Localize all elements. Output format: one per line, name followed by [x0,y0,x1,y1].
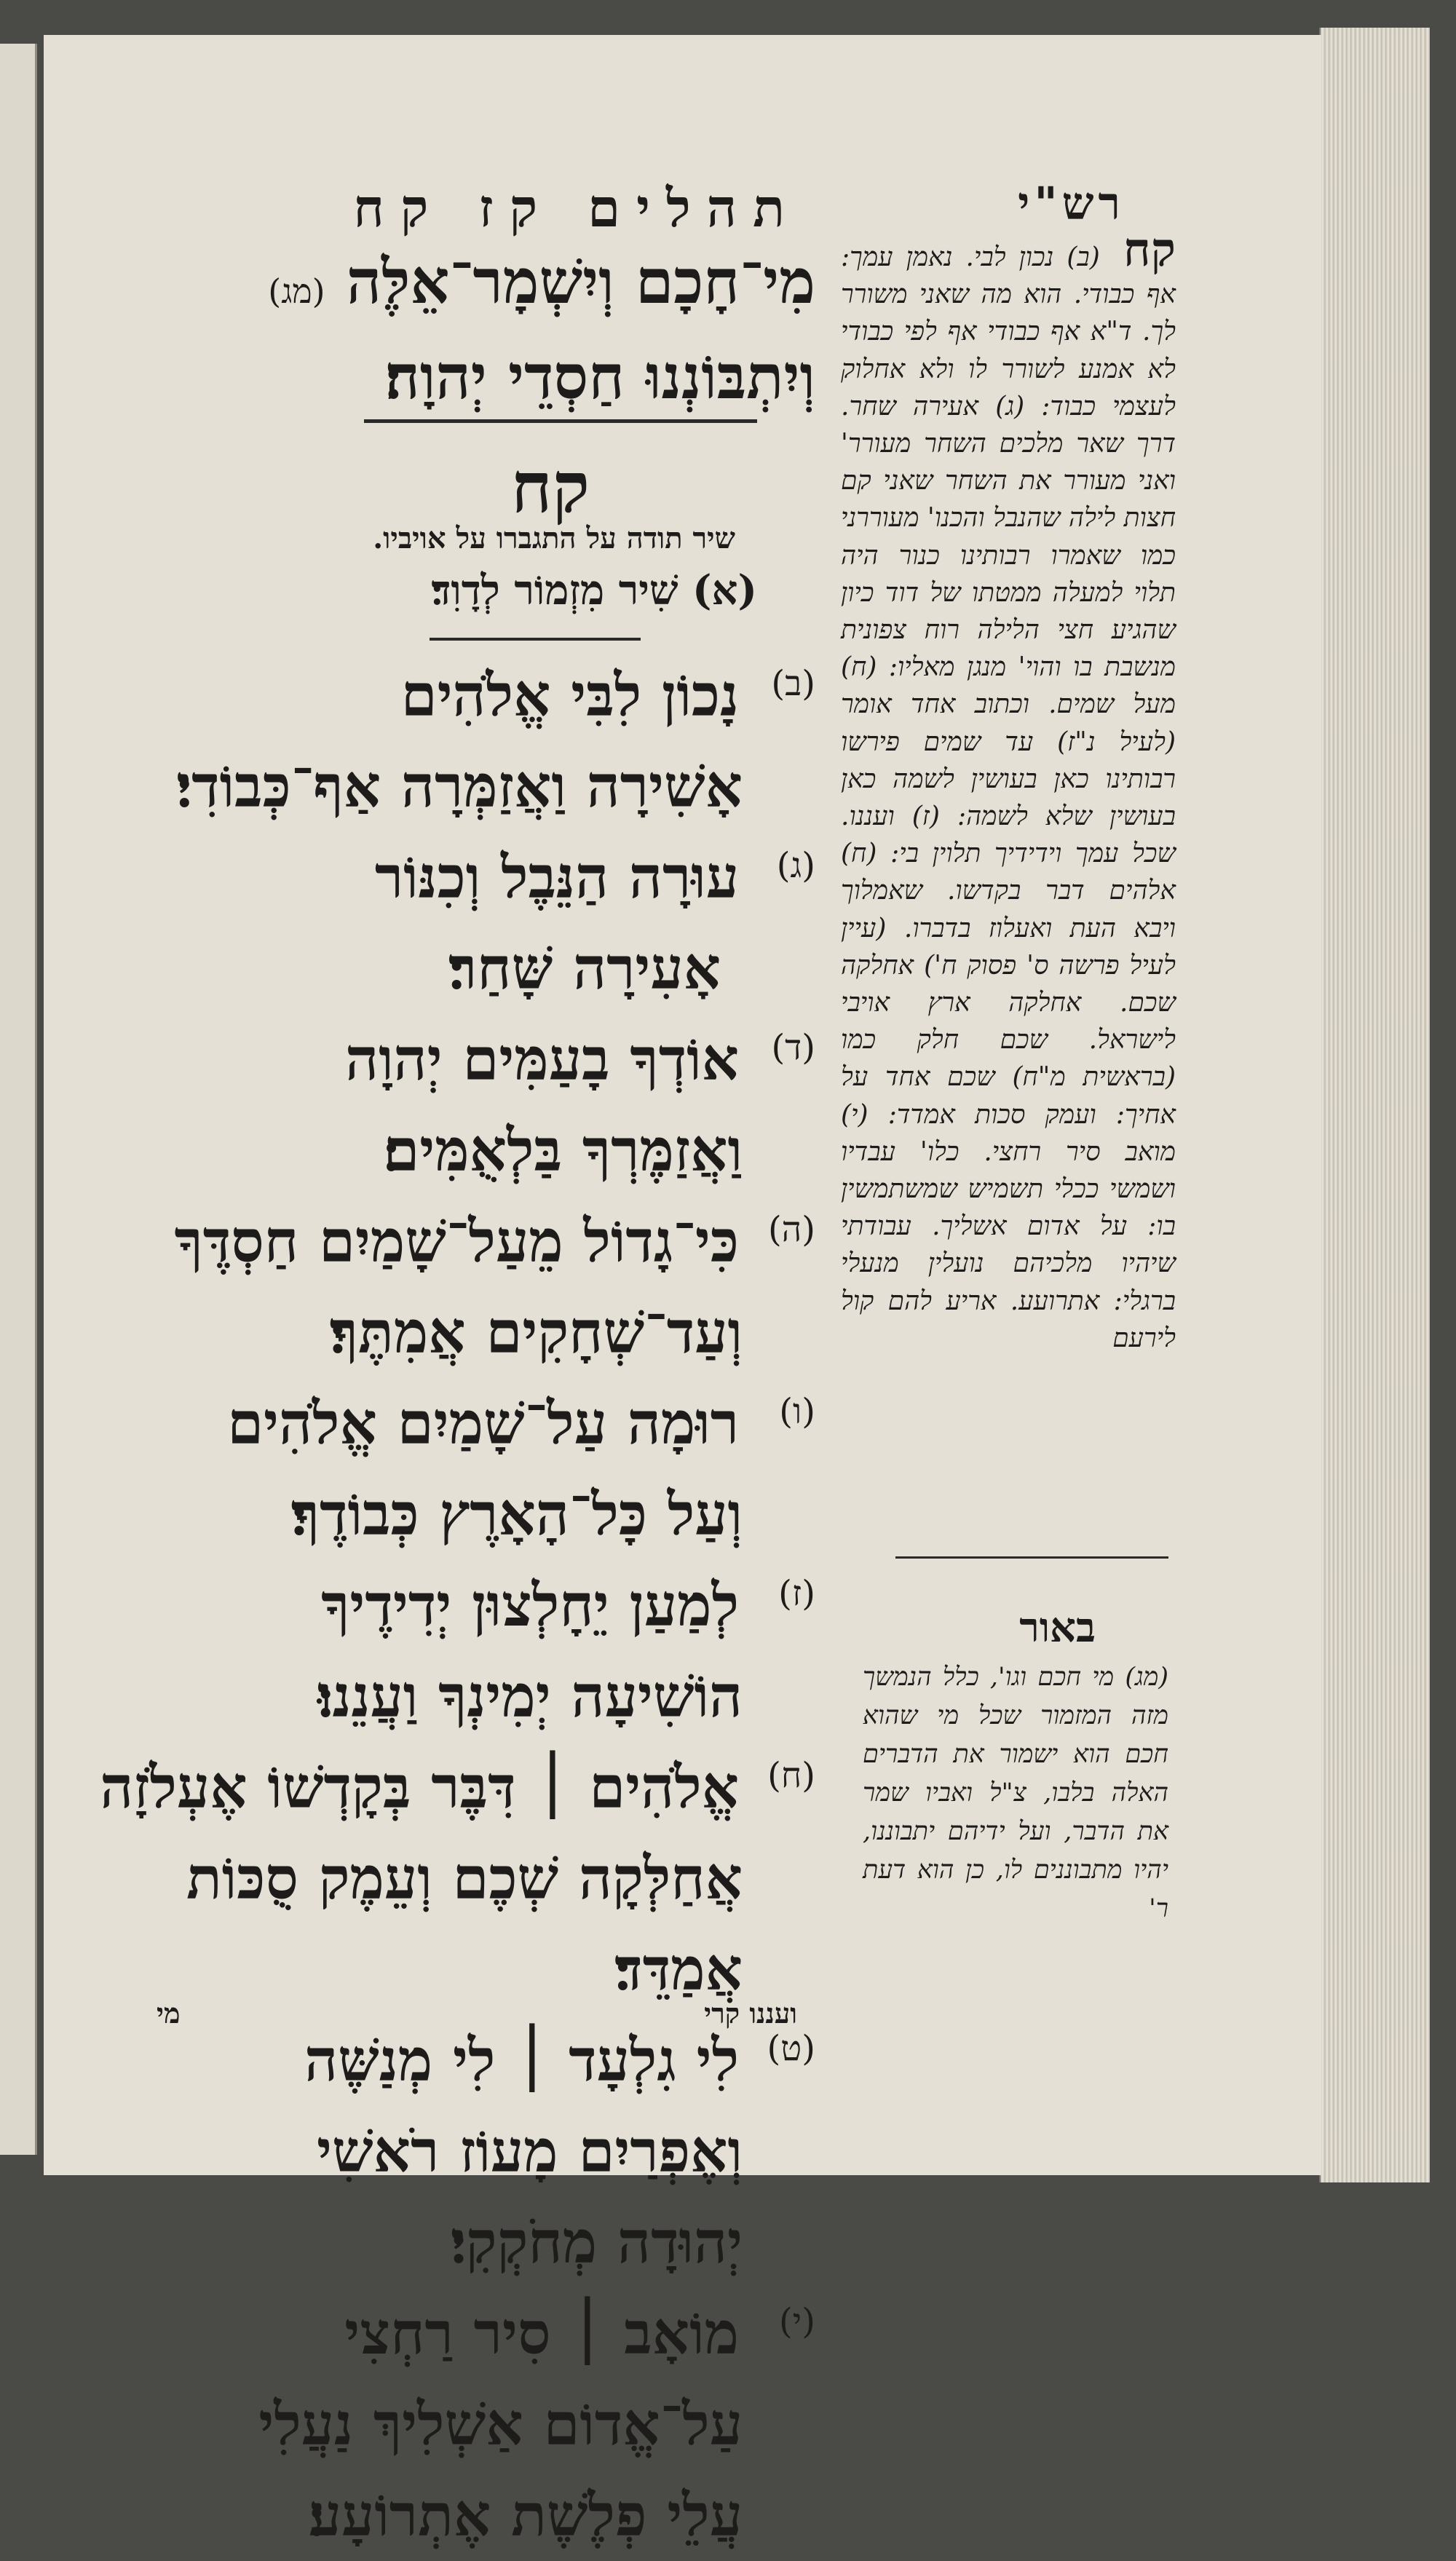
verse-line: עַל־אֱדוֹם אַשְׁלִיךְ נַעֲלִי [258,2390,743,2458]
verse [80,1378,815,1560]
verse-line: אֱלֹהִים ׀ דִּבֶּר בְּקָדְשׁוֹ אֶעְלֹזָה [100,1753,739,1821]
verse-number: (ג) [776,845,815,886]
divider [364,419,757,423]
book-page [44,35,1321,2549]
verse [80,1014,815,1196]
verse-number: (ב) [771,663,815,704]
verse [80,650,815,832]
verse-line: הוֹשִׁיעָה יְמִינְךָ וַעֲנֵנוּ׃ [317,1662,743,1730]
biur-text: (מג) מי חכם וגו', כלל הנמשך מזה המזמור שכל מי שהוא חכם הוא ישמור את הדברים האלה בלבו, צ"ל ואביו שמר את הדבר, ועל ידיהם יתבוננו, יהיו מתבוננים לו, כן הוא דעת ר' [863,1663,1168,1923]
verse-line: אֲחַלְּקָה שְׁכֶם וְעֵמֶק סֻכּוֹת אֲמַדֵּד׃ [186,1844,743,2003]
left-page-binding [0,44,37,2155]
catchword-note: ועננו קרי [704,1997,797,2030]
verse-line: עוּרָה הַנֵּבֶל וְכִנּוֹר [374,843,739,911]
verse-line: וְעַד־שְׁחָקִים אֲמִתֶּךָ׃ [329,1298,743,1366]
divider [895,1556,1168,1559]
verse-number: (ז) [778,1573,815,1614]
closing-verse-107-43 [87,239,815,420]
psalm-title-text: שִׁיר מִזְמוֹר לְדָוִד׃ [431,566,678,614]
commentary-body: (ב) נכון לבי. נאמן עמך: אף כבודי. הוא מה שאני משורר לך. ד"א אף כבודי אף לפי כבודי לא אמנע לשורר לו ולא אחלוק לעצמי כבוד: (ג) אעירה שחר. דרך שאר מלכים השחר מעורר' ואני מעורר את השחר שאני קם חצות לילה שהנבל והכנו' מעוררני כמו שאמרו רבותינו כנור היה תלוי למעלה ממטתו של דוד כיון שהגיע חצי הלילה רוח צפונית מנשבת בו והוי' מנגן מאליו: (ח) מעל שמים. וכתוב אחד אומר (לעיל נ"ז) עד שמים פירשו רבותינו כאן בעושין לשמה כאן בעושין שלא לשמה: (ז) ועננו. שכל עמך וידידיך תלוין בי: (ח) אלהים דבר בקדשו. שאמלוך ויבא העת ואעלוז בדברו. (עיין לעיל פרשה ס' פסוק ח') אחלקה שכם. אחלקה ארץ אויבי לישראל. שכם חלק כמו (בראשית מ"ח) שכם אחד על אחיך: ועמק סכות אמדד: (י) מואב סיר רחצי. כלו' עבדיו ושמשי ככלי תשמיש שמשתמשין בו: על אדום אשליך. עבודתי שיהיו מלכיהם נועלין מנעלי ברגלי: אתרועע. אריע להם קול לירעם [841,242,1176,1353]
verse [80,1196,815,1378]
verse [80,832,815,1014]
verse-line: מוֹאָב ׀ סִיר רַחְצִי [344,2299,739,2367]
signature-mark: מי [157,1997,181,2030]
chapter-summary: שיר תודה על התגברו על אויביו. [373,521,735,555]
verse-number: (ח) [767,1755,815,1796]
verse-list [80,650,815,2561]
running-header: תהלים קז קח [353,177,801,239]
commentary-chapter-lead: קח [1123,223,1176,277]
verse-number: (ט) [767,2028,815,2069]
verse-line: וְאֶפְרַיִם מָעוֹז רֹאשִׁי [317,2117,743,2185]
commentary-text [841,223,1176,1357]
verse [80,2015,815,2288]
closing-line-2: וְיִתְבּוֹנְנוּ חַסְדֵי יְהוָה׃ [384,341,815,413]
verse-number: (א) [692,566,757,614]
verse-number: (ד) [771,1027,815,1068]
verse-line: לְמַעַן יֵחָלְצוּן יְדִידֶיךָ [321,1571,739,1639]
verse-line: אָשִׁירָה וַאֲזַמְּרָה אַף־כְּבוֹדִי׃ [176,752,743,820]
verse-line: עֲלֵי פְלֶשֶׁת אֶתְרוֹעָע׃ [308,2481,743,2549]
verse [80,1742,815,2015]
verse-line: אָעִירָה שָּׁחַר׃ [448,934,721,1002]
divider [430,638,641,641]
verse [80,2288,815,2561]
verse-line: רוּמָה עַל־שָׁמַיִם אֱלֹהִים [227,1389,739,1457]
verse-line: וַאֲזַמֶּרְךָ בַּלְאֻמִּים׃ [383,1116,743,1184]
verse-number: (ה) [767,1209,815,1250]
verse-line: וְעַל כָּל־הָאָרֶץ כְּבוֹדֶךָ׃ [290,1480,743,1548]
verse [80,1560,815,1742]
verse-line: לִי גִלְעָד ׀ לִי מְנַשֶּׁה [304,2026,739,2094]
verse-number: (י) [778,2301,815,2342]
biur-title: באור [1019,1604,1096,1652]
verse-line: כִּי־גָדוֹל מֵעַל־שָׁמַיִם חַסְדֶּךָ [174,1207,739,1275]
chapter-number: קח [510,446,590,529]
page-edges [1319,28,1430,2182]
psalm-title [431,566,757,614]
commentary-title: רש"י [1018,177,1125,230]
verse-line: נָכוֹן לִבִּי אֱלֹהִים [400,661,739,729]
verse-line: אוֹדְךָ בָעַמִּים יְהוָה [345,1025,739,1093]
closing-line-1: מִי־חָכָם וְיִשְׁמָר־אֵלֶּה [346,245,815,317]
verse-number: (ו) [779,1391,815,1432]
verse-line: יְהוּדָה מְחֹקְקִי׃ [450,2208,743,2276]
verse-number: (מג) [268,272,325,311]
